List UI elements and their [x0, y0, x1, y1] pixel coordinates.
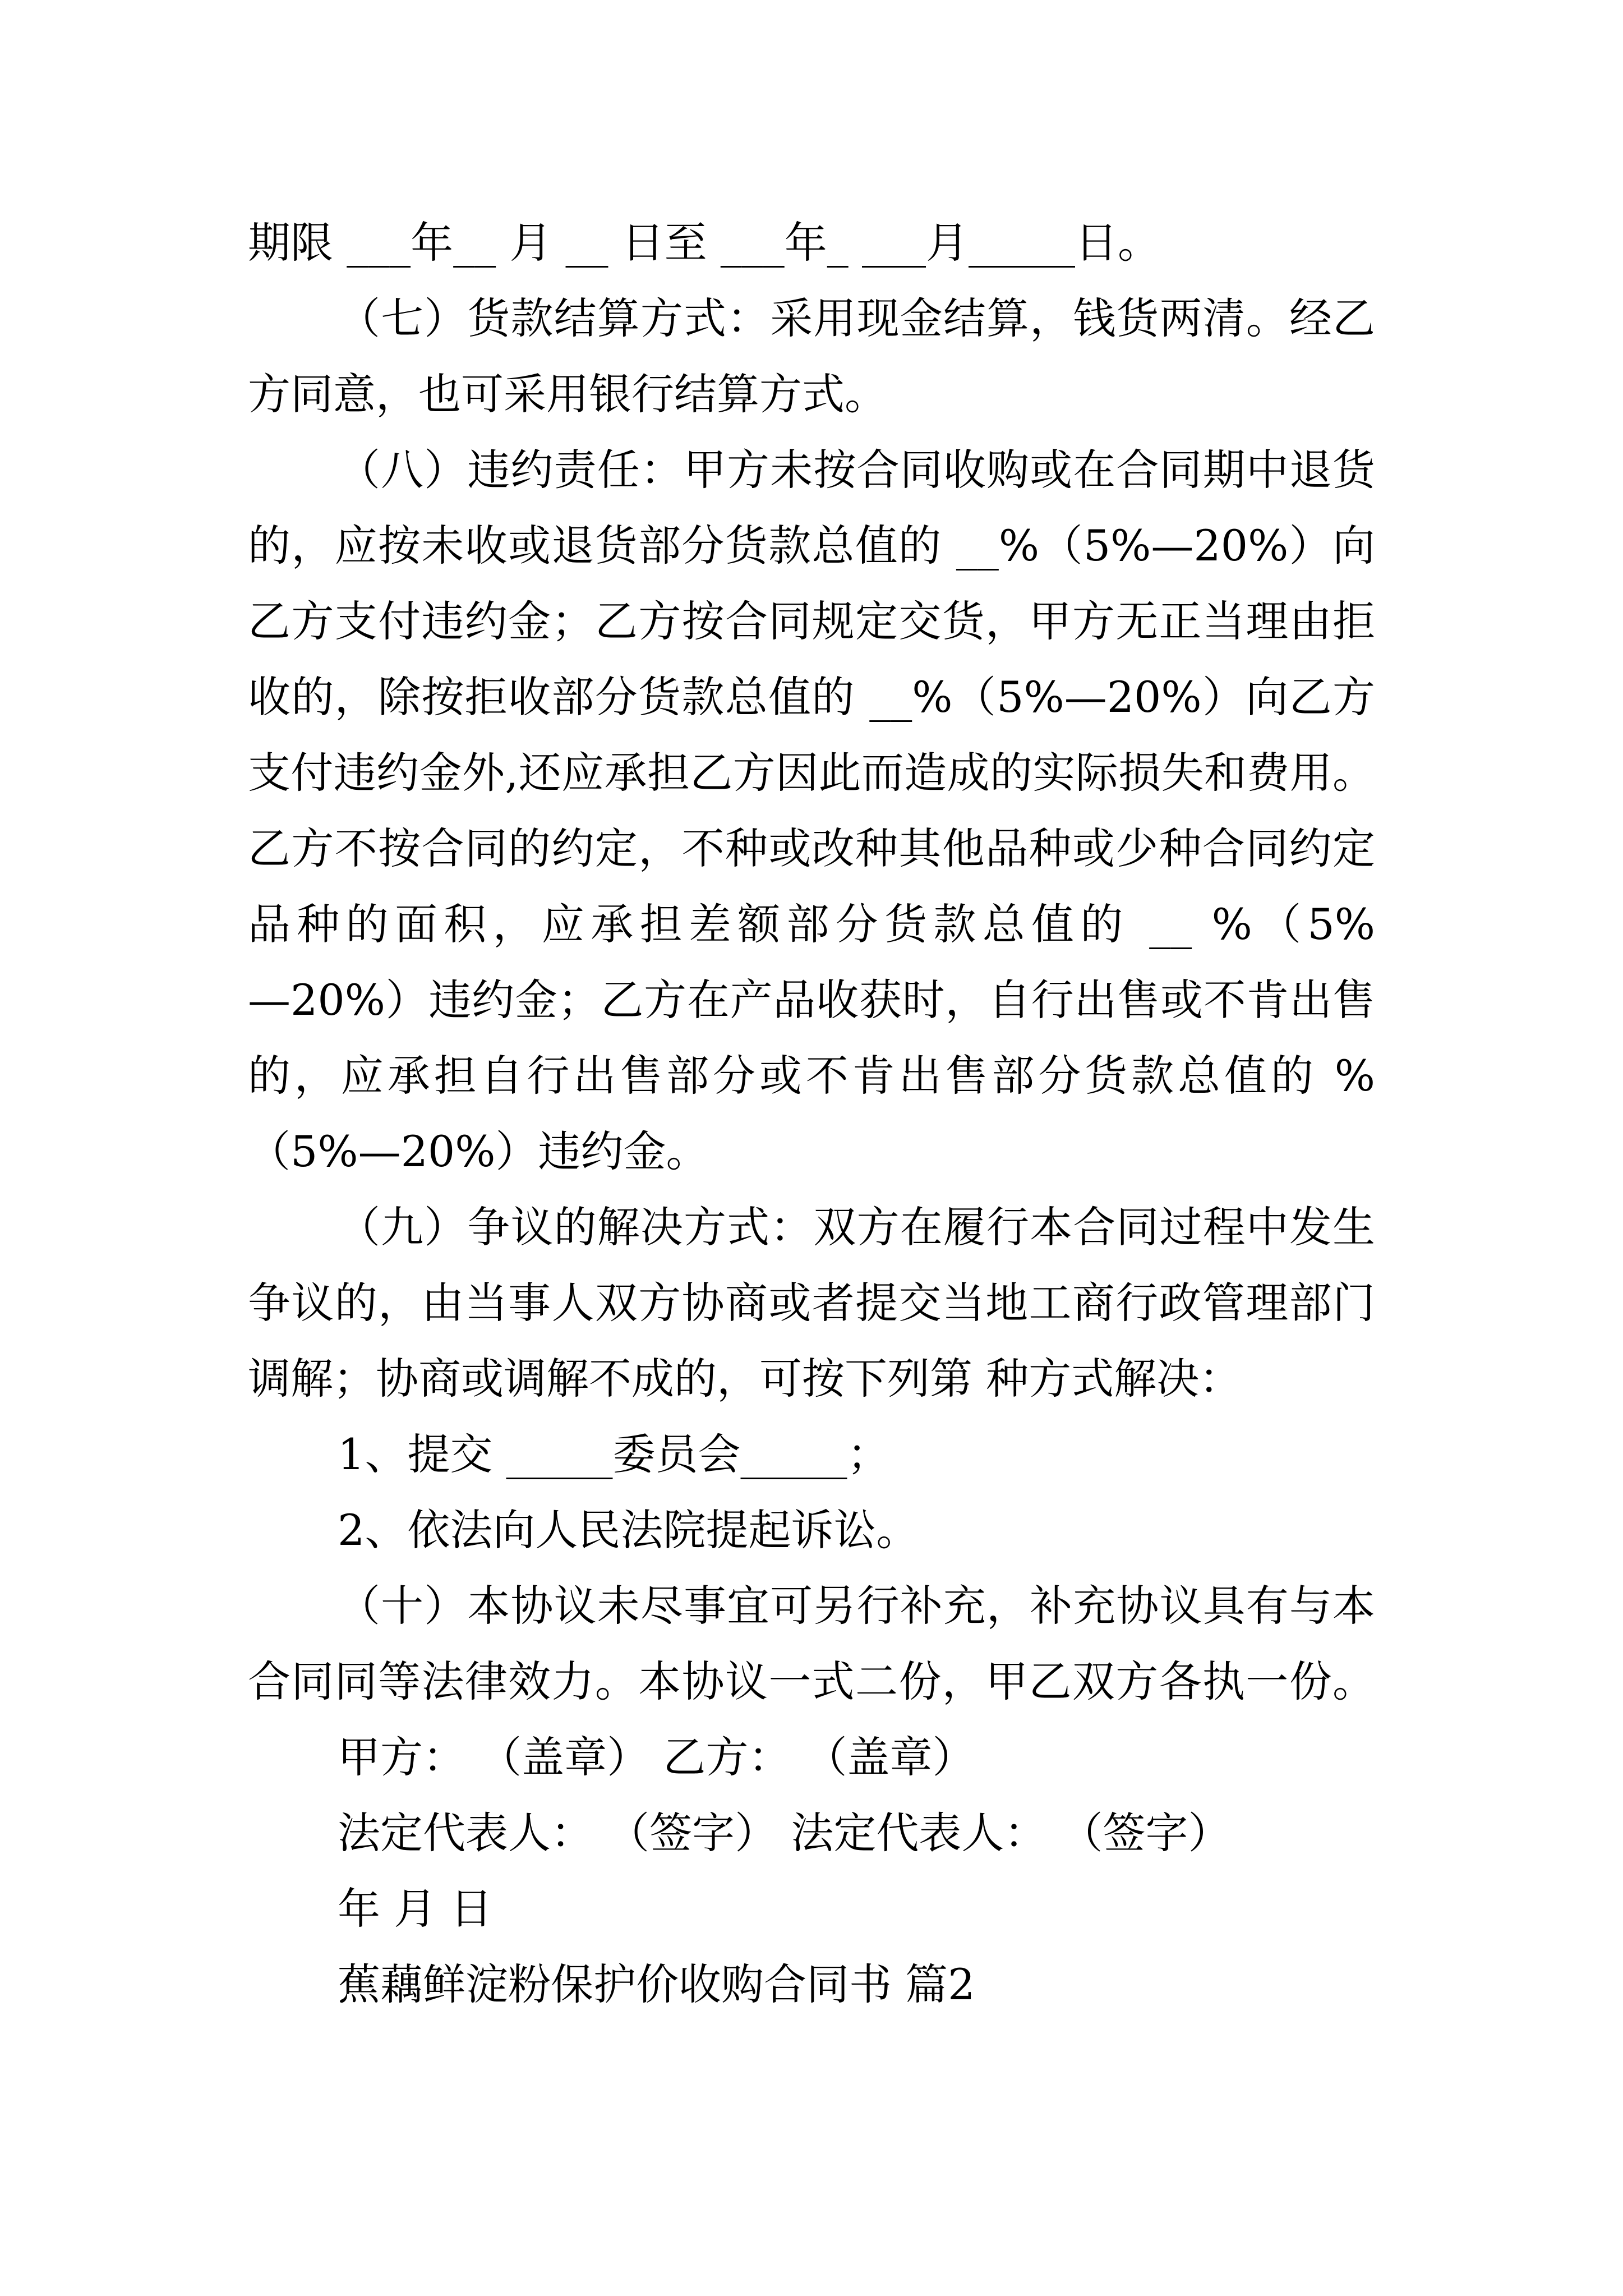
dispute-option-1: 1、提交 _____委员会_____；	[338, 1429, 890, 1479]
clause-8-line-6: 乙方不按合同的约定，不种或改种其他品种或少种合同约定	[248, 823, 1375, 873]
clause-8-line-3: 乙方支付违约金；乙方按合同规定交货，甲方无正当理由拒	[248, 596, 1375, 646]
clause-8-line-10: （5%—20%）违约金。	[248, 1126, 709, 1176]
clause-8-line-5: 支付违约金外,还应承担乙方因此而造成的实际损失和费用。	[248, 748, 1375, 798]
section-heading: 蕉藕鲜淀粉保护价收购合同书 篇2	[338, 1959, 975, 2009]
clause-9-line-3: 调解；协商或调解不成的，可按下列第 种方式解决：	[248, 1354, 1242, 1404]
clause-8-line-2: 的，应按未收或退货部分货款总值的 __%（5%—20%）向	[248, 521, 1375, 570]
clause-7-line-2: 方同意，也可采用银行结算方式。	[248, 369, 887, 419]
party-seal-line: 甲方： （盖章） 乙方： （盖章）	[338, 1732, 975, 1782]
clause-10-line-1: （十）本协议未尽事宜可另行补充，补充协议具有与本	[338, 1581, 1375, 1631]
dispute-option-2: 2、依法向人民法院提起诉讼。	[338, 1505, 919, 1555]
clause-8-line-4: 收的，除按拒收部分货款总值的 __%（5%—20%）向乙方	[248, 672, 1375, 722]
clause-10-line-2: 合同同等法律效力。本协议一式二份，甲乙双方各执一份。	[248, 1657, 1375, 1706]
signing-date-line: 年 月 日	[338, 1884, 493, 1934]
clause-8-line-7: 品种的面积，应承担差额部分货款总值的 __ %（5%	[248, 899, 1375, 949]
date-range-line: 期限 ___年__ 月 __ 日至 ___年_ ___月_____日。	[248, 218, 1160, 268]
representative-signature-line: 法定代表人： （签字） 法定代表人： （签字）	[338, 1808, 1231, 1858]
clause-9-line-1: （九）争议的解决方式：双方在履行本合同过程中发生	[338, 1202, 1375, 1252]
clause-8-line-8: —20%）违约金；乙方在产品收获时，自行出售或不肯出售	[248, 975, 1375, 1025]
clause-9-line-2: 争议的，由当事人双方协商或者提交当地工商行政管理部门	[248, 1278, 1375, 1328]
clause-8-line-9: 的，应承担自行出售部分或不肯出售部分货款总值的 %	[248, 1051, 1375, 1101]
clause-8-line-1: （八）违约责任：甲方未按合同收购或在合同期中退货	[338, 445, 1375, 495]
clause-7-line-1: （七）货款结算方式：采用现金结算，钱货两清。经乙	[338, 293, 1375, 343]
